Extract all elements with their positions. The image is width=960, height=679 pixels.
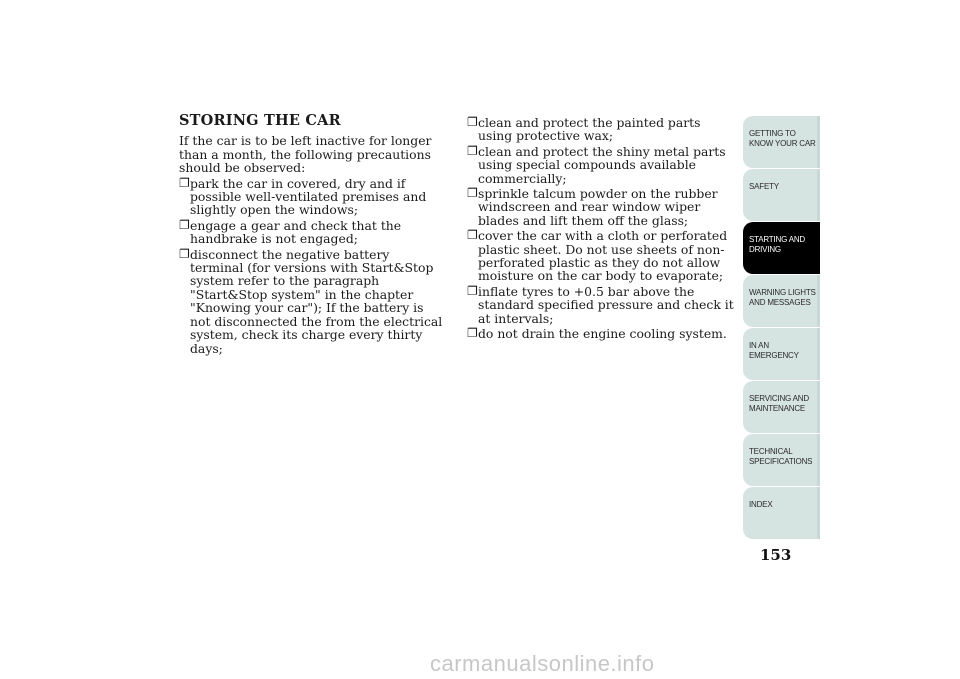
tab-getting-to-know-your-car[interactable]: GETTING TO KNOW YOUR CAR xyxy=(743,116,820,168)
list-item: ❐ cover the car with a cloth or perforated plastic sheet. Do not use sheets of non-perforated plastic as they do not allow moisture on the car body to evaporate; xyxy=(467,228,728,284)
tab-index[interactable]: INDEX xyxy=(743,487,820,539)
list-item: ❐ engage a gear and check that the handbrake is not engaged; xyxy=(179,217,402,247)
chapter-tabs xyxy=(743,116,820,540)
right-column xyxy=(467,116,735,343)
section-title: STORING THE CAR xyxy=(179,112,341,129)
checkbox-bullet-icon: ❐ xyxy=(179,246,190,261)
list-item: ❐ do not drain the engine cooling system. xyxy=(467,326,727,342)
intro-paragraph: If the car is to be left inactive for longer than a month, the following precautions should be observed: xyxy=(179,133,432,176)
left-column xyxy=(179,114,444,357)
list-item: ❐ clean and protect the shiny metal parts using special compounds available commercially; xyxy=(467,143,726,186)
checkbox-bullet-icon: ❐ xyxy=(467,283,478,298)
checkbox-bullet-icon: ❐ xyxy=(179,175,190,190)
tab-starting-and-driving[interactable]: STARTING AND DRIVING xyxy=(743,222,820,274)
page-number: 153 xyxy=(760,546,792,564)
list-item: ❐ clean and protect the painted parts using protective wax; xyxy=(467,115,701,144)
tab-safety[interactable]: SAFETY xyxy=(743,169,820,221)
tab-technical-specifications[interactable]: TECHNICAL SPECIFICATIONS xyxy=(743,434,820,486)
list-item: ❐ disconnect the negative battery terminal (for versions with Start&Stop system refer to the paragraph "Start&Stop system" in the chapter "Knowing your car"); If the battery is not disconnected the from the electrical system, check its charge every thirty days; xyxy=(179,246,443,356)
checkbox-bullet-icon: ❐ xyxy=(467,115,478,129)
checkbox-bullet-icon: ❐ xyxy=(467,186,478,201)
checkbox-bullet-icon: ❐ xyxy=(467,143,478,158)
watermark: carmanualsonline.info xyxy=(430,651,655,676)
tab-warning-lights-and-messages[interactable]: WARNING LIGHTS AND MESSAGES xyxy=(743,275,820,327)
list-item: ❐ park the car in covered, dry and if possible well-ventilated premises and slightly open the windows; xyxy=(179,175,427,218)
list-item: ❐ sprinkle talcum powder on the rubber windscreen and rear window wiper blades and lift them off the glass; xyxy=(467,186,718,228)
checkbox-bullet-icon: ❐ xyxy=(179,217,190,232)
tab-servicing-and-maintenance[interactable]: SERVICING AND MAINTENANCE xyxy=(743,381,820,433)
checkbox-bullet-icon: ❐ xyxy=(467,326,478,341)
tab-in-an-emergency[interactable]: IN AN EMERGENCY xyxy=(743,328,820,380)
checkbox-bullet-icon: ❐ xyxy=(467,228,478,243)
list-item: ❐ inflate tyres to +0.5 bar above the standard specified pressure and check it at intervals; xyxy=(467,283,734,326)
